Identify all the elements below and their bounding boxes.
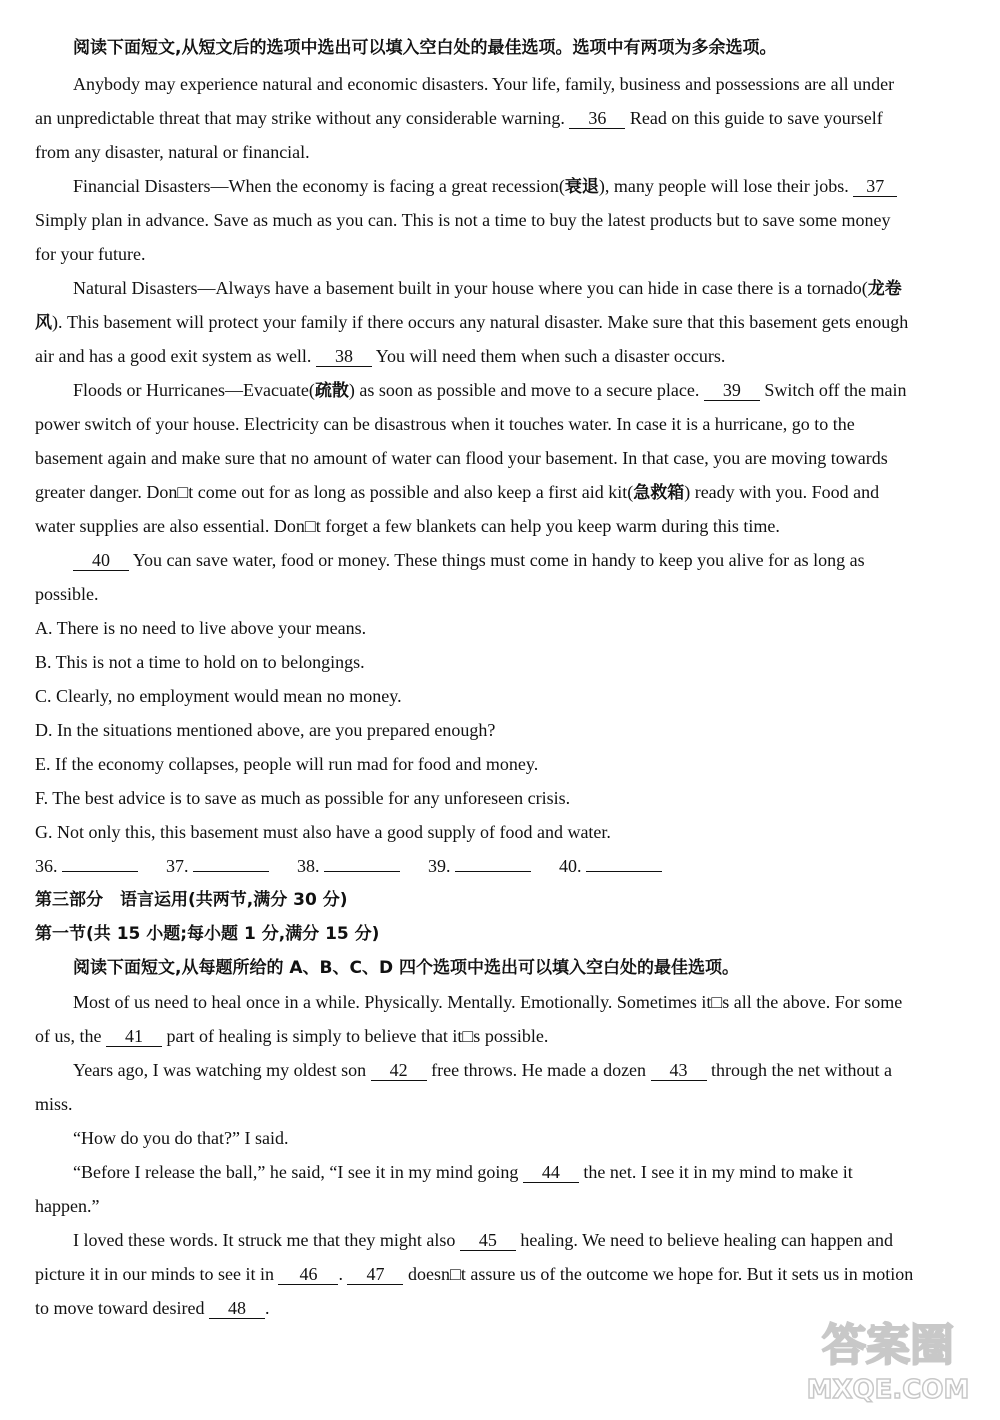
p4-text: ) as soon as possible and move to a secure place. <box>348 380 700 400</box>
p4-gloss: 急救箱 <box>633 483 685 503</box>
answer-line-37[interactable] <box>193 855 269 872</box>
answer-row <box>35 854 686 878</box>
p1-line1: Anybody may experience natural and economic disasters. Your life, family, business and possessions are all under <box>73 74 895 94</box>
cloze-p4-line1 <box>73 1160 853 1184</box>
cloze-p1-line1: Most of us need to heal once in a while. Physically. Mentally. Emotionally. Sometimes it□s all the above. For some <box>73 992 903 1012</box>
p3-line1 <box>73 276 902 301</box>
site-watermark-logo <box>788 1308 988 1408</box>
cloze-text: doesn□t assure us of the outcome we hope for. But it sets us in motion <box>407 1264 914 1284</box>
cloze-p4-line2: happen.” <box>35 1196 100 1216</box>
option-c: C. Clearly, no employment would mean no money. <box>35 686 402 706</box>
answer-line-36[interactable] <box>62 855 138 872</box>
blank-37[interactable]: 37 <box>853 176 897 197</box>
blank-41[interactable]: 41 <box>106 1026 162 1047</box>
p3-text: ). This basement will protect your family if there occurs any natural disaster. Make sure that this basement gets enough <box>52 312 909 332</box>
option-d: D. In the situations mentioned above, are you prepared enough? <box>35 720 496 740</box>
watermark-text: 答案圈 <box>822 1320 954 1371</box>
p2-line1 <box>73 174 897 199</box>
p2-line2: Simply plan in advance. Save as much as you can. This is not a time to buy the latest products but to save some money <box>35 210 891 230</box>
cloze-text: . <box>264 1298 270 1318</box>
p1-text: an unpredictable threat that may strike without any considerable warning. <box>35 108 565 128</box>
blank-44[interactable]: 44 <box>523 1162 579 1183</box>
answer-38 <box>297 854 400 878</box>
answer-label: 38. <box>297 856 320 876</box>
p4-line3: basement again and make sure that no amount of water can flood your basement. In that case, you are moving towards <box>35 448 888 468</box>
p2-text: Financial Disasters—When the economy is facing a great recession( <box>73 176 565 196</box>
p1-text: Read on this guide to save yourself <box>629 108 883 128</box>
cloze-p5-line1 <box>73 1228 893 1252</box>
answer-39 <box>428 854 531 878</box>
cloze-text: to move toward desired <box>35 1298 205 1318</box>
cloze-text: through the net without a <box>711 1060 893 1080</box>
answer-label: 37. <box>166 856 189 876</box>
section1-heading: 第一节(共 15 小题;每小题 1 分,满分 15 分) <box>35 924 380 944</box>
answer-label: 39. <box>428 856 451 876</box>
answer-line-39[interactable] <box>455 855 531 872</box>
blank-42[interactable]: 42 <box>371 1060 427 1081</box>
option-e: E. If the economy collapses, people will run mad for food and money. <box>35 754 539 774</box>
cloze-text: healing. We need to believe healing can happen and <box>520 1230 893 1250</box>
p3-text: Natural Disasters—Always have a basement built in your house where you can hide in case there is a tornado( <box>73 278 868 298</box>
p3-gloss: 风 <box>35 313 52 333</box>
cloze-p1-line2 <box>35 1024 548 1048</box>
p3-line3 <box>35 344 725 368</box>
p4-line5: water supplies are also essential. Don□t forget a few blankets can help you keep warm during this time. <box>35 516 780 536</box>
answer-line-40[interactable] <box>586 855 662 872</box>
p4-text: greater danger. Don□t come out for as long as possible and also keep a first aid kit( <box>35 482 634 502</box>
option-b: B. This is not a time to hold on to belongings. <box>35 652 365 672</box>
option-g: G. Not only this, this basement must also have a good supply of food and water. <box>35 822 611 842</box>
p3-text: You will need them when such a disaster occurs. <box>375 346 726 366</box>
p2-text: ), many people will lose their jobs. <box>598 176 849 196</box>
blank-40[interactable]: 40 <box>73 550 129 571</box>
p4-gloss: 疏散 <box>314 381 349 401</box>
p5-text: You can save water, food or money. These things must come in handy to keep you alive for as long as <box>132 550 865 570</box>
option-f: F. The best advice is to save as much as possible for any unforeseen crisis. <box>35 788 571 808</box>
p3-line2 <box>35 310 908 335</box>
answer-line-38[interactable] <box>324 855 400 872</box>
blank-46[interactable]: 46 <box>278 1264 338 1285</box>
p4-text: ) ready with you. Food and <box>684 482 880 502</box>
cloze-text: free throws. He made a dozen <box>431 1060 647 1080</box>
cloze-text: “Before I release the ball,” he said, “I see it in my mind going <box>73 1162 519 1182</box>
cloze-text: Years ago, I was watching my oldest son <box>73 1060 367 1080</box>
cloze-p3-line1: “How do you do that?” I said. <box>73 1128 289 1148</box>
option-a: A. There is no need to live above your means. <box>35 618 367 638</box>
answer-label: 36. <box>35 856 58 876</box>
p3-gloss: 龙卷 <box>867 279 902 299</box>
cloze-p5-line3 <box>35 1296 269 1320</box>
answer-label: 40. <box>559 856 582 876</box>
cloze-p2-line1 <box>73 1058 892 1082</box>
cloze-p5-line2 <box>35 1262 913 1286</box>
answer-40 <box>559 854 662 878</box>
part3-heading: 第三部分 语言运用(共两节,满分 30 分) <box>35 890 348 910</box>
cloze-p2-line2: miss. <box>35 1094 73 1114</box>
blank-38[interactable]: 38 <box>316 346 372 367</box>
p4-line1 <box>73 378 906 403</box>
p4-text: Floods or Hurricanes—Evacuate( <box>73 380 315 400</box>
p4-line4 <box>35 480 879 505</box>
cloze-text: picture it in our minds to see it in <box>35 1264 274 1284</box>
blank-45[interactable]: 45 <box>460 1230 516 1251</box>
p1-line3: from any disaster, natural or financial. <box>35 142 310 162</box>
cloze-text: of us, the <box>35 1026 102 1046</box>
p2-line3: for your future. <box>35 244 146 264</box>
cloze-text: part of healing is simply to believe that it□s possible. <box>166 1026 549 1046</box>
p2-gloss: 衰退 <box>564 177 599 197</box>
cloze-text: the net. I see it in my mind to make it <box>583 1162 853 1182</box>
p3-text: air and has a good exit system as well. <box>35 346 312 366</box>
cloze-instruction: 阅读下面短文,从每题所给的 A、B、C、D 四个选项中选出可以填入空白处的最佳选项。 <box>73 958 739 978</box>
p4-line2: power switch of your house. Electricity can be disastrous when it touches water. In case it is a hurricane, go to the <box>35 414 855 434</box>
cloze-text: . <box>338 1264 343 1284</box>
blank-47[interactable]: 47 <box>347 1264 403 1285</box>
cloze-text: I loved these words. It struck me that they might also <box>73 1230 456 1250</box>
blank-39[interactable]: 39 <box>704 380 760 401</box>
p4-text: Switch off the main <box>764 380 907 400</box>
answer-37 <box>166 854 269 878</box>
answer-36 <box>35 854 138 878</box>
p1-line2 <box>35 106 883 130</box>
p5-line1 <box>73 548 865 572</box>
blank-48[interactable]: 48 <box>209 1298 265 1319</box>
p5-line2: possible. <box>35 584 99 604</box>
blank-36[interactable]: 36 <box>569 108 625 129</box>
watermark-domain: MXQE.COM <box>806 1375 970 1405</box>
blank-43[interactable]: 43 <box>651 1060 707 1081</box>
reading-instruction: 阅读下面短文,从短文后的选项中选出可以填入空白处的最佳选项。选项中有两项为多余选项。 <box>73 38 777 58</box>
